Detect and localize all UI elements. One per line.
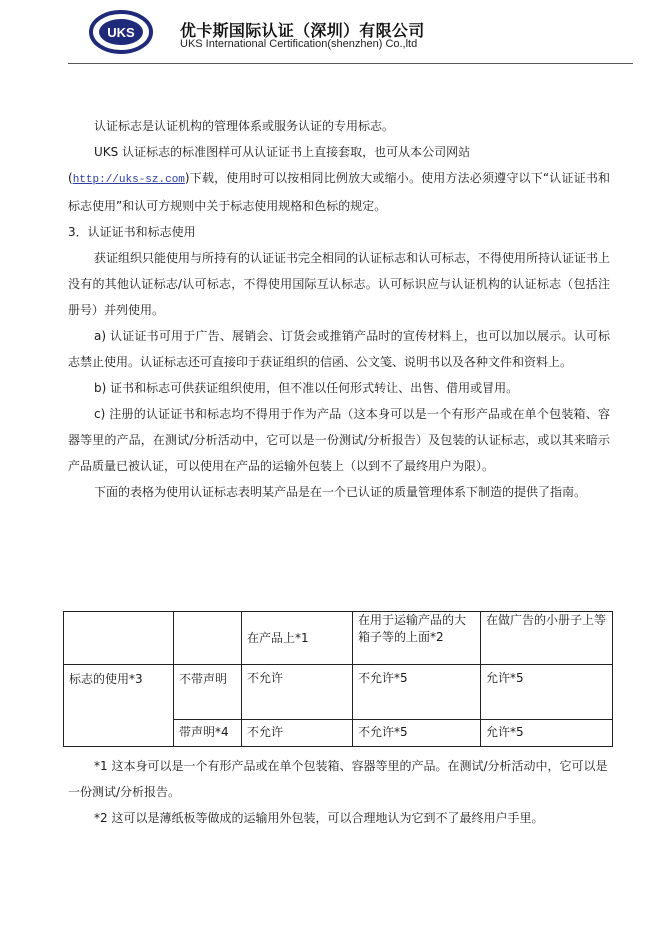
table-cell: 允许*5 bbox=[481, 720, 613, 747]
table-cell: 带声明*4 bbox=[174, 720, 242, 747]
paragraph-intro: 认证标志是认证机构的管理体系或服务认证的专用标志。 bbox=[94, 119, 395, 133]
table-cell: 不允许 bbox=[242, 665, 353, 720]
company-name-en: UKS International Certification(shenzhen) Co.,ltd bbox=[180, 38, 418, 50]
body-text bbox=[68, 113, 610, 505]
paragraph-a: a) 认证证书可用于广告、展销会、订货会或推销产品时的宣传材料上，也可以加以展示。认可标志禁止使用。认证标志还可直接印于获证组织的信函、公文笺、说明书以及各种文件和资料上。 bbox=[68, 329, 610, 369]
footnote-1: *1 这本身可以是一个有形产品或在单个包装箱、容器等里的产品。在测试/分析活动中，它可以是一份测试/分析报告。 bbox=[68, 759, 608, 799]
table-cell: 不允许*5 bbox=[353, 665, 481, 720]
paragraph-b: b) 证书和标志可供获证组织使用，但不准以任何形式转让、出售、借用或冒用。 bbox=[94, 381, 519, 395]
paragraph-c: c) 注册的认证证书和标志均不得用于作为产品（这本身可以是一个有形产品或在单个包装箱、容器等里的产品，在测试/分析活动中，它可以是一份测试/分析报告）及包装的认证标志，或以其来暗示产品质量已被认证，可以使用在产品的运输外包装上（以到不了最终用户为限）。 bbox=[68, 407, 610, 473]
logo-text: UKS bbox=[107, 25, 135, 40]
table-header-cell: 在用于运输产品的大 箱子等的上面*2 bbox=[353, 612, 481, 665]
table-header-cell bbox=[174, 612, 242, 665]
uks-logo-icon bbox=[89, 10, 153, 54]
company-name-cn: 优卡斯国际认证（深圳）有限公司 bbox=[180, 21, 425, 40]
table-cell: 不允许*5 bbox=[353, 720, 481, 747]
paragraph-logo-source-line1 bbox=[68, 139, 610, 165]
table-header-cell bbox=[242, 612, 353, 665]
table-header-cell bbox=[64, 612, 174, 665]
table-header-cell: 在做广告的小册子上等 bbox=[481, 612, 613, 665]
text-span: )下载，使用时可以按相同比例放大或缩小。使用方法必须遵守以下“认证证书和标志使用”和认可方规则中关于标志使用规格和色标的规定。 bbox=[68, 171, 610, 213]
usage-guide-table bbox=[63, 611, 613, 747]
row-label: 标志的使用*3 bbox=[69, 672, 143, 686]
text-span: ( bbox=[68, 171, 73, 185]
header-divider bbox=[68, 63, 633, 64]
paragraph-usage: 获证组织只能使用与所持有的认证证书完全相同的认证标志和认可标志，不得使用所持认证证书上没有的其他认证标志/认可标志，不得使用国际互认标志。认可标识应与认证机构的认证标志（包括注册号）并列使用。 bbox=[68, 251, 611, 317]
row-label-cell bbox=[64, 665, 174, 747]
page-header bbox=[0, 0, 667, 70]
table-cell: 不带声明 bbox=[174, 665, 242, 720]
paragraph-logo-source bbox=[68, 165, 610, 219]
footnote-2: *2 这可以是薄纸板等做成的运输用外包装，可以合理地认为它到不了最终用户手里。 bbox=[94, 811, 544, 825]
table-cell: 不允许 bbox=[242, 720, 353, 747]
paragraph-table-intro: 下面的表格为使用认证标志表明某产品是在一个已认证的质量管理体系下制造的提供了指南。 bbox=[94, 485, 587, 499]
section-heading: 3．认证证书和标志使用 bbox=[68, 225, 196, 239]
table-header-row bbox=[64, 612, 613, 665]
text-span: UKS 认证标志的标准图样可从认证证书上直接套取，也可从本公司网站 bbox=[94, 145, 471, 159]
table-cell: 允许*5 bbox=[481, 665, 613, 720]
website-link[interactable]: http://uks-sz.com bbox=[72, 174, 185, 186]
table-row bbox=[64, 665, 613, 720]
header-text: 在产品上*1 bbox=[247, 630, 309, 645]
